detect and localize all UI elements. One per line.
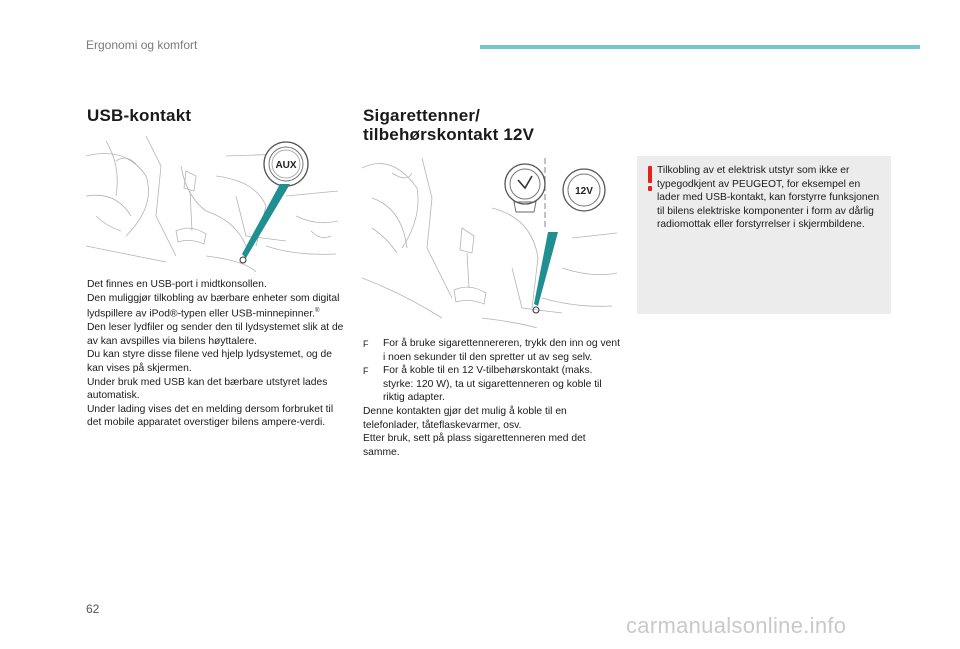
header-accent-bar xyxy=(480,45,920,49)
usb-socket-illustration xyxy=(86,136,338,272)
usb-description: Det finnes en USB-port i midtkonsollen. Den muliggjør tilkobling av bærbare enheter som digital lydspillere av iPod®-typen eller USB-minnepinner.® Den leser lydfiler og sender den til lydsystemet slik at de av kan avspilles via bilens høyttalere. Du kan styre disse filene ved hjelp lydsystemet, og de kan vises på skjermen. Under bruk med USB kan det bærbare utstyret lades automatisk. Under lading vises det en melding dersom forbruket til det mobile apparatet overstiger bilens ampere-verdi. xyxy=(87,279,344,429)
lighter-socket-illustration xyxy=(362,158,617,328)
warning-box xyxy=(637,156,891,314)
exclamation-icon xyxy=(645,166,655,192)
aux-label: AUX xyxy=(275,160,297,171)
bullet-marker: F xyxy=(363,366,369,377)
section-title: Ergonomi og komfort xyxy=(86,38,198,52)
bullet-marker: F xyxy=(363,339,369,349)
list-item: F For å koble til en 12 V-tilbehørskontakt (maks. styrke: 120 W), ta ut sigarettenneren og koble til riktig adapter. xyxy=(363,365,602,404)
list-item: F For å bruke sigarettennereren, trykk den inn og vent i noen sekunder til den spretter ut av seg selv. xyxy=(363,338,620,363)
lighter-paragraph: Denne kontakten gjør det mulig å koble til en telefonlader, tåteflaskevarmer, osv. Etter bruk, sett på plass sigarettenneren med det samme. xyxy=(363,405,586,458)
warning-text: Tilkobling av et elektrisk utstyr som ikke er typegodkjent av PEUGEOT, for eksempel en lader med USB-kontakt, kan forstyrre funksjonen til bilens elektriske komponenter i form av dårlig radiomottak eller forstyrrelser i skjermbildene. xyxy=(657,165,880,231)
page-number: 62 xyxy=(86,602,100,616)
watermark: carmanualsonline.info xyxy=(626,613,847,638)
lighter-instructions xyxy=(363,337,621,459)
usb-heading: USB-kontakt xyxy=(87,106,192,125)
cigarette-lighter-heading: Sigarettenner/ tilbehørskontakt 12V xyxy=(363,106,535,144)
12v-label: 12V xyxy=(575,186,593,197)
